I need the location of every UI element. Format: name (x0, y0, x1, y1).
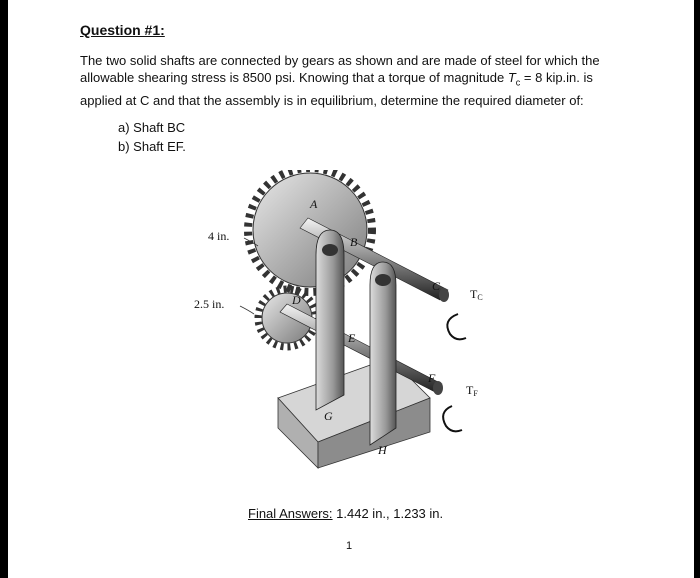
label-e: E (348, 331, 356, 345)
radius-label-inner: 2.5 in. (194, 297, 225, 311)
final-answers (248, 506, 443, 521)
statement-line-1: The two solid shafts are connected by gears as shown and are made of steel for which the (80, 53, 600, 68)
statement-line-2-start: allowable shearing stress is 8500 psi. Knowing that a torque of magnitude (80, 70, 508, 85)
label-a: A (310, 197, 318, 211)
document-page (8, 0, 694, 578)
label-f: F (428, 371, 436, 385)
parts-list (118, 118, 186, 156)
torque-f-symbol: T (466, 383, 474, 397)
bearing-post-h (370, 262, 396, 445)
torque-f-label (466, 383, 478, 398)
statement-line-2 (80, 69, 640, 92)
bearing-post-g (316, 230, 344, 410)
label-b: B (350, 235, 358, 249)
torque-arrow-f (443, 406, 462, 431)
torque-c-symbol: T (470, 287, 478, 301)
torque-f-subscript: F (473, 389, 478, 398)
part-b: b) Shaft EF. (118, 139, 186, 154)
final-answers-values: 1.442 in., 1.233 in. (332, 506, 444, 521)
question-title: Question #1: (80, 22, 165, 38)
page-number: 1 (346, 540, 353, 552)
torque-c-label (470, 287, 483, 302)
part-a: a) Shaft BC (118, 120, 186, 135)
radius-leader-2-5in (240, 306, 254, 314)
torque-subscript: c (515, 77, 521, 88)
gear-shaft-diagram (180, 170, 520, 470)
torque-c-subscript: C (477, 293, 483, 302)
statement-line-2-end: = 8 kip.in. is (520, 70, 593, 85)
label-d: D (292, 293, 301, 307)
radius-label-outer: 4 in. (208, 229, 230, 243)
torque-symbol: T (507, 70, 516, 85)
problem-statement (80, 52, 640, 109)
torque-arrow-c (447, 314, 466, 339)
final-answers-label: Final Answers: (248, 506, 333, 521)
label-h: H (378, 443, 387, 457)
label-g: G (324, 409, 333, 423)
statement-line-3: applied at C and that the assembly is in equilibrium, determine the required diameter of: (80, 92, 584, 108)
label-c: C (432, 279, 441, 293)
